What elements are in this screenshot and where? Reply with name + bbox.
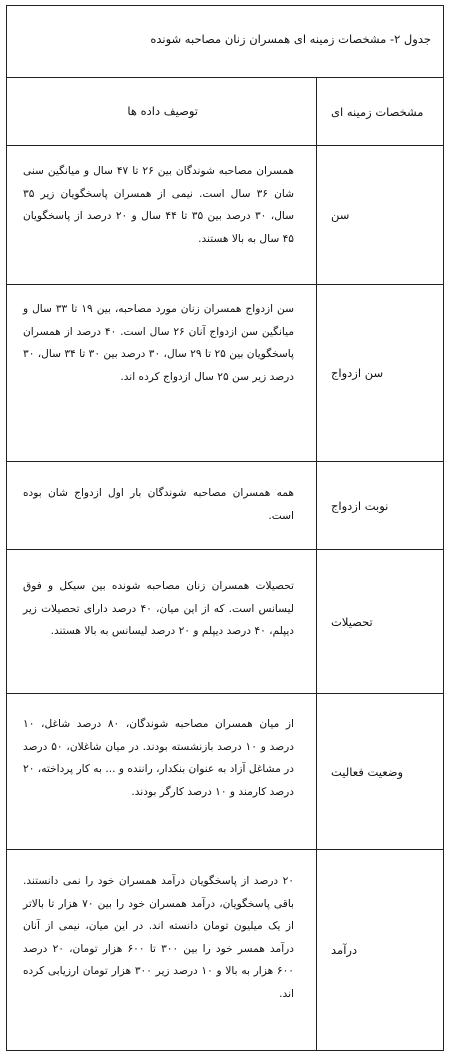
row-key: سن ازدواج <box>316 285 443 461</box>
row-desc: ۲۰ درصد از پاسخگویان درآمد همسران خود را نمی دانستند. باقی پاسخگویان، درآمد همسران خود را بین ۷۰ هزار تا بالاتر از یک میلیون تومان دانسته اند. در این میان، نیمی از آنان درآمد همسر خود را بین ۳۰۰ تا ۶۰۰ هزار تومان، ۲۰ درصد ۶۰۰ هزار به بالا و ۱۰ درصد زیر ۳۰۰ هزار تومان ارزیابی کرده اند. <box>23 875 295 1000</box>
table-row <box>7 146 443 285</box>
row-desc: تحصیلات همسران زنان مصاحبه شونده بین سیکل و فوق لیسانس است. که از این میان، ۴۰ درصد دارای تحصیلات زیر دیپلم، ۴۰ درصد دیپلم و ۲۰ درصد لیسانس به بالا هستند. <box>23 580 294 637</box>
row-desc: همه همسران مصاحبه شوندگان بار اول ازدواج شان بوده است. <box>23 487 294 522</box>
header-desc: توصیف داده ها <box>127 104 198 119</box>
table-row <box>7 694 443 850</box>
table-row <box>7 850 443 1050</box>
header-key: مشخصات زمینه ای <box>316 78 443 145</box>
row-desc: از میان همسران مصاحبه شوندگان، ۸۰ درصد شاغل، ۱۰ درصد و ۱۰ درصد بازنشسته بودند. در میان شاغلان، ۵۰ درصد در مشاغل آزاد به عنوان بنکدار، راننده و ... به کار پرداخته، ۲۰ درصد کارمند و ۱۰ درصد کارگر بودند. <box>23 718 294 798</box>
row-key: تحصیلات <box>316 550 443 693</box>
row-key: وضعیت فعالیت <box>316 694 443 849</box>
table-caption: جدول ۲- مشخصات زمینه ای همسران زنان مصاحبه شونده <box>7 6 443 78</box>
row-desc: همسران مصاحبه شوندگان بین ۲۶ تا ۴۷ سال و میانگین سنی شان ۳۶ سال است. نیمی از همسران پاسخگویان زیر ۳۵ سال، ۳۰ درصد بین ۳۵ تا ۴۴ سال و ۲۰ درصد از پاسخگویان ۴۵ سال به بالا هستند. <box>23 165 295 245</box>
table-row <box>7 285 443 462</box>
background-table <box>6 5 444 1051</box>
table-row <box>7 550 443 694</box>
row-key: سن <box>316 146 443 284</box>
row-desc: سن ازدواج همسران زنان مورد مصاحبه، بین ۱۹ تا ۳۳ سال و میانگین سن ازدواج آنان ۲۶ سال است. ۴۰ درصد از همسران پاسخگویان بین ۲۵ تا ۲۹ سال، ۳۰ درصد بین ۳۰ تا ۳۴ سال، ۳۰ درصد زیر سن ۲۵ سال ازدواج کرده اند. <box>23 303 294 383</box>
table-row <box>7 462 443 550</box>
table-header-row <box>7 78 443 146</box>
row-key: نوبت ازدواج <box>316 462 443 549</box>
row-key: درآمد <box>316 850 443 1050</box>
